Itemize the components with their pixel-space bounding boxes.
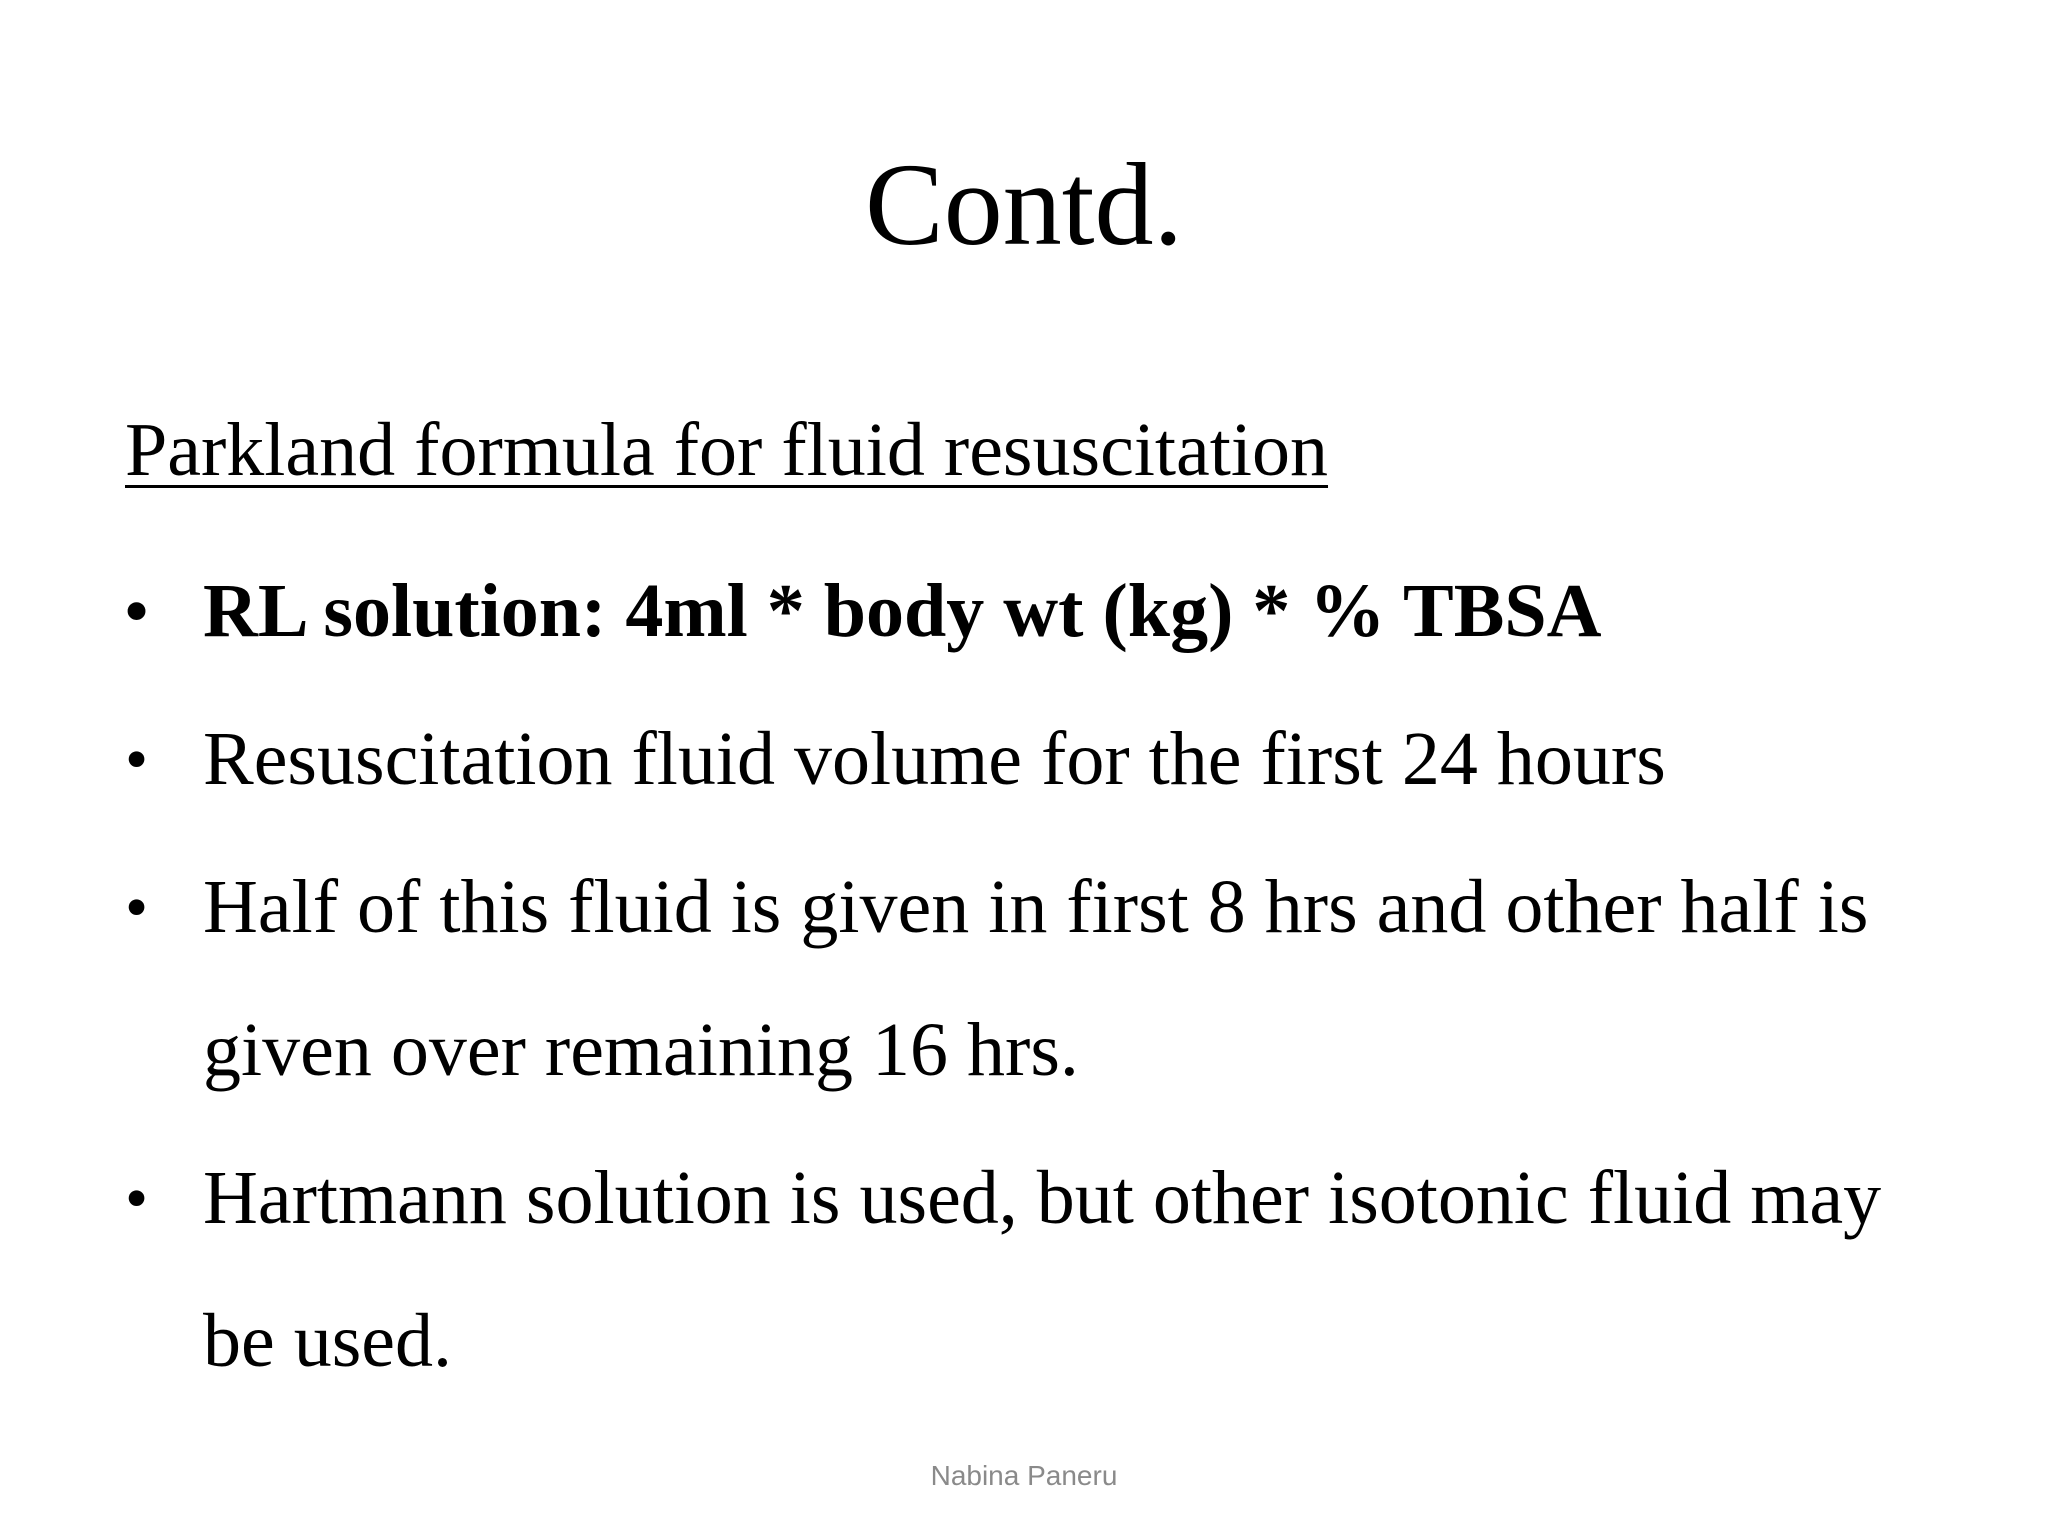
bullet-text: RL solution: 4ml * body wt (kg) * % TBSA	[203, 569, 1602, 653]
bullet-icon: •	[125, 723, 149, 796]
bullet-list	[125, 540, 1955, 1418]
bullet-icon: •	[125, 575, 149, 648]
bullet-text: Hartmann solution is used, but other isotonic fluid may be used.	[203, 1156, 1882, 1383]
slide-subtitle: Parkland formula for fluid resuscitation	[125, 408, 1329, 492]
bullet-icon: •	[125, 871, 149, 944]
bullet-item	[125, 540, 1955, 683]
bullet-item	[125, 688, 1955, 831]
bullet-text: Resuscitation fluid volume for the first 24 hours	[203, 717, 1666, 801]
slide-title: Contd.	[865, 139, 1183, 270]
bullet-item	[125, 1127, 1955, 1413]
bullet-icon: •	[125, 1162, 149, 1235]
bullet-text: Half of this fluid is given in first 8 hrs and other half is given over remaining 16 hrs.	[203, 865, 1869, 1092]
bullet-item	[125, 836, 1955, 1122]
slide-footer-author: Nabina Paneru	[930, 1460, 1118, 1491]
